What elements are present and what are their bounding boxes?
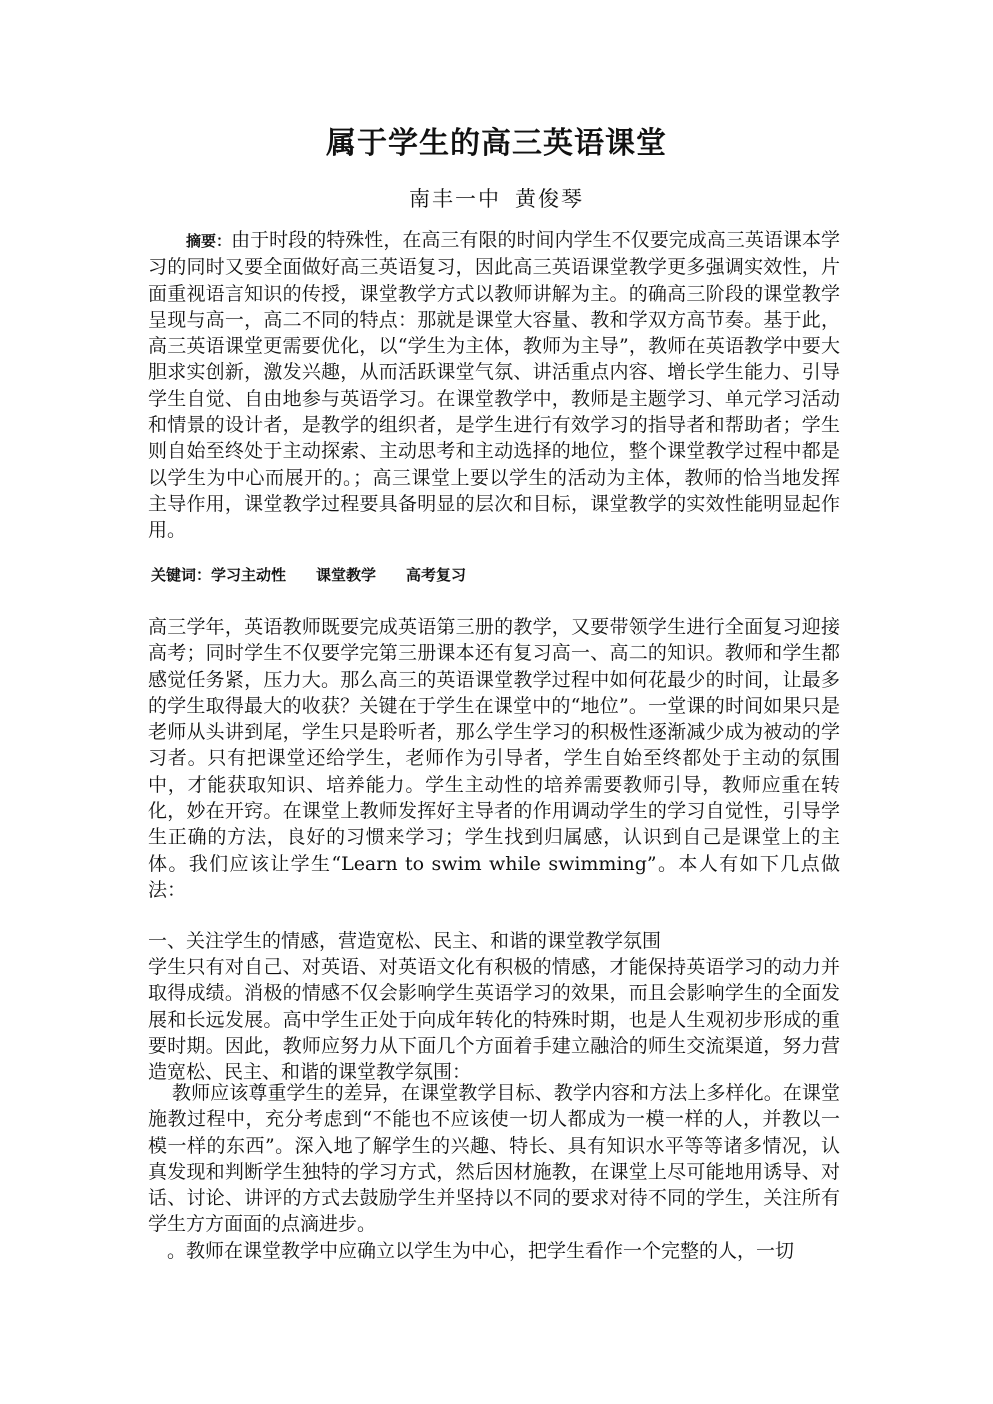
author-school: 南丰一中 bbox=[409, 187, 501, 211]
author-name: 黄俊琴 bbox=[515, 187, 584, 211]
intro-paragraph: 高三学年，英语教师既要完成英语第三册的教学，又要带领学生进行全面复习迎接高考；同时学生不仅要学完第三册课本还有复习高一、高二的知识。教师和学生都感觉任务紧，压力大。那么高三的英语课堂教学过程中如何花最少的时间，让最多的学生取得最大的收获？关键在于学生在课堂中的“地位”。一堂课的时间如果只是老师从头讲到尾，学生只是聆听者，那么学生学习的积极性逐渐减少成为被动的学习者。只有把课堂还给学生，老师作为引导者，学生自始至终都处于主动的氛围中，才能获取知识、培养能力。学生主动性的培养需要教师引导，教师应重在转化，妙在开窍。在课堂上教师发挥好主导者的作用调动学生的学习自觉性，引导学生正确的方法，良好的习惯来学习；学生找到归属感，认识到自己是课堂上的主体。我们应该让学生“Learn to swim while swimming”。本人有如下几点做法： bbox=[148, 616, 840, 901]
abstract-label: 摘要： bbox=[186, 232, 232, 250]
abstract-paragraph bbox=[148, 227, 840, 544]
keywords-line bbox=[151, 563, 466, 587]
author-line bbox=[0, 184, 993, 214]
section-paragraph-3: 。教师在课堂教学中应确立以学生为中心，把学生看作一个完整的人，一切 bbox=[167, 1240, 795, 1262]
section-paragraph-2: 教师应该尊重学生的差异，在课堂教学目标、教学内容和方法上多样化。在课堂施教过程中，充分考虑到“不能也不应该使一切人都成为一模一样的人，并教以一模一样的东西”。深入地了解学生的兴趣、特长、具有知识水平等等诸多情况，认真发现和判断学生独特的学习方式，然后因材施教，在课堂上尽可能地用诱导、对话、讨论、讲评的方式去鼓励学生并坚持以不同的要求对待不同的学生，关注所有学生方方面面的点滴进步。 bbox=[148, 1082, 840, 1236]
keywords-label: 关键词： bbox=[151, 566, 212, 584]
section-paragraph-1: 学生只有对自己、对英语、对英语文化有积极的情感，才能保持英语学习的动力并取得成绩。消极的情感不仅会影响学生英语学习的效果，而且会影响学生的全面发展和长远发展。高中学生正处于向成年转化的特殊时期，也是人生观初步形成的重要时期。因此，教师应努力从下面几个方面着手建立融洽的师生交流渠道，努力营造宽松、民主、和谐的课堂教学氛围： bbox=[148, 956, 840, 1084]
keyword-item: 学习主动性 bbox=[211, 566, 287, 584]
section-heading: 一、关注学生的情感，营造宽松、民主、和谐的课堂教学氛围 bbox=[148, 930, 662, 952]
abstract-text: 由于时段的特殊性，在高三有限的时间内学生不仅要完成高三英语课本学习的同时又要全面做好高三英语复习，因此高三英语课堂教学更多强调实效性，片面重视语言知识的传授，课堂教学方式以教师讲解为主。的确高三阶段的课堂教学呈现与高一，高二不同的特点：那就是课堂大容量、教和学双方高节奏。基于此，高三英语课堂更需要优化，以“学生为主体，教师为主导”，教师在英语教学中要大胆求实创新，激发兴趣，从而活跃课堂气氛、讲活重点内容、增长学生能力、引导学生自觉、自由地参与英语学习。在课堂教学中，教师是主题学习、单元学习活动和情景的设计者，是教学的组织者，是学生进行有效学习的指导者和帮助者；学生则自始至终处于主动探索、主动思考和主动选择的地位，整个课堂教学过程中都是以学生为中心而展开的。；高三课堂上要以学生的活动为主体，教师的恰当地发挥主导作用，课堂教学过程要具备明显的层次和目标，课堂教学的实效性能明显起作用。 bbox=[148, 229, 840, 542]
keyword-item: 高考复习 bbox=[406, 566, 467, 584]
keyword-item: 课堂教学 bbox=[316, 566, 377, 584]
document-title: 属于学生的高三英语课堂 bbox=[326, 126, 667, 161]
